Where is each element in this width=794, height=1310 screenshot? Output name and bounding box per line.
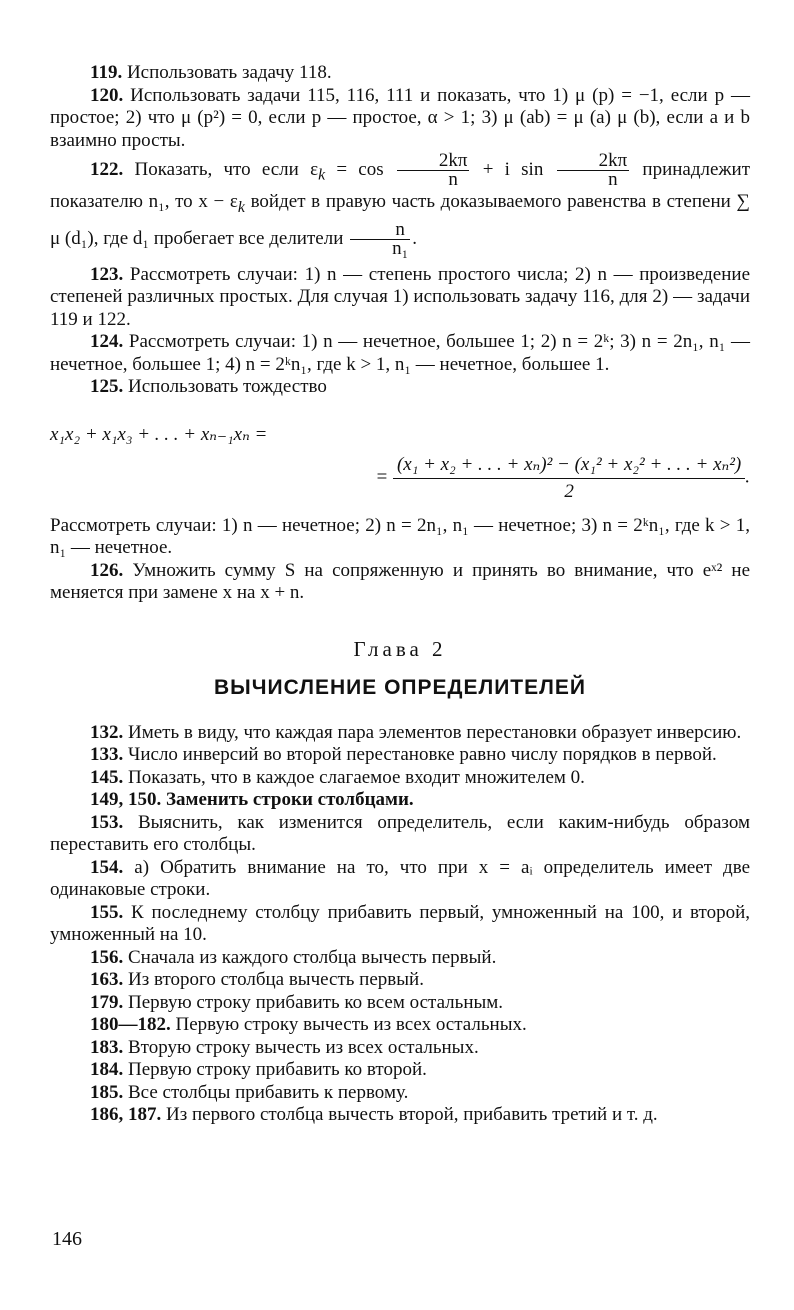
hint-item: 185. Все столбцы прибавить к первому.: [90, 1081, 409, 1103]
fraction-2kpi-over-n: $\frac{2k\pi}{n}$: [397, 152, 470, 189]
hint-item: 156. Сначала из каждого столбца вычесть первый.: [90, 946, 497, 968]
hint-item: 153. Выяснить, как изменится определитель, если каким-нибудь образом переставить его столбцы.: [50, 811, 750, 856]
hint-item: 179. Первую строку прибавить ко всем остальным.: [90, 991, 504, 1013]
hint-126: 126. Умножить сумму S на сопряженную и принять во внимание, что eˣ² не меняется при замене x на x + n.: [50, 559, 751, 604]
chapter-label: Глава 2: [353, 636, 447, 661]
identity-formula-right: = $\frac{\text{(x₁ + x₂ + . . . + xₙ)² − (x₁² + x₂² + . . . + xₙ²)}}{2}$ .: [375, 453, 750, 502]
hint-item: 184. Первую строку прибавить ко второй.: [90, 1059, 427, 1081]
hint-item: 132. Иметь в виду, что каждая пара элементов перестановки образует инверсию.: [90, 721, 742, 743]
page-number: 146: [52, 1228, 82, 1250]
hint-item: 186, 187. Из первого столбца вычесть второй, прибавить третий и т. д.: [90, 1104, 658, 1126]
hint-125-cases: Рассмотреть случаи: 1) n — нечетное; 2) n = 2n₁, n₁ — нечетное; 3) n = 2ᵏn₁, где k > 1, n₁ — нечетное.: [50, 514, 750, 559]
hint-item: 163. Из второго столбца вычесть первый.: [90, 969, 424, 991]
hint-item: 154. а) Обратить внимание на то, что при x = aᵢ определитель имеет две одинаковые строки.: [50, 856, 750, 901]
hint-item: 180—182. Первую строку вычесть из всех остальных.: [90, 1014, 527, 1036]
hint-125: 125. Использовать тождество: [90, 376, 327, 398]
chapter-hints: [50, 722, 750, 1127]
hint-119: 119. Использовать задачу 118.: [90, 62, 332, 83]
hint-122: 122. Показать, что если $\varepsilon_k = \cos$ $\frac{2k\pi}{n}$ + i sin $\frac{2k\pi}{n}$ принадлежит показателю n₁, то $x - \varepsilon_k$ войдет в правую часть доказываемого равенства в степени ∑ μ (d₁), где d₁ пробегает все делители $\frac{n}{\text{n₁}}$ .: [50, 150, 751, 259]
hint-120: 120. Использовать задачи 115, 116, 111 и показать, что 1) μ (p) = −1, если p — простое; 2) что μ (p²) = 0, если p — простое, α > 1; 3) μ (ab) = μ (a) μ (b), если a и b взаимно просты.: [50, 84, 750, 151]
hint-123: 123. Рассмотреть случаи: 1) n — степень простого числа; 2) n — произведение степеней различных простых. Для случая 1) использовать задачу 116, для 2) — задачи 119 и 122.: [50, 263, 751, 330]
hint-item: 183. Вторую строку вычесть из всех остальных.: [90, 1036, 479, 1058]
fraction-n-over-n1: $\frac{n}{\text{n₁}}$: [350, 221, 410, 258]
identity-formula-left: x₁x₂ + x₁x₃ + . . . + xₙ₋₁xₙ =: [50, 423, 268, 445]
identity-fraction: $\frac{\text{(x₁ + x₂ + . . . + xₙ)² − (x₁² + x₂² + . . . + xₙ²)}}{2}$: [393, 453, 745, 503]
fraction-2kpi-over-n-2: $\frac{2k\pi}{n}$: [557, 152, 630, 189]
hint-item: 145. Показать, что в каждое слагаемое входит множителем 0.: [90, 766, 585, 788]
hint-124: 124. Рассмотреть случаи: 1) n — нечетное, большее 1; 2) n = 2ᵏ; 3) n = 2n₁, n₁ — нечетное, большее 1; 4) n = 2ᵏn₁, где k > 1, n₁ — нечетное, большее 1.: [50, 331, 750, 375]
hint-item: 155. К последнему столбцу прибавить первый, умноженный на 100, и второй, умноженный на 10.: [50, 901, 750, 946]
hint-item: 149, 150. Заменить строки столбцами.: [90, 789, 414, 811]
hint-item: 133. Число инверсий во второй перестановке равно числу порядков в первой.: [90, 744, 717, 766]
chapter-title: ВЫЧИСЛЕНИЕ ОПРЕДЕЛИТЕЛЕЙ: [214, 675, 586, 699]
